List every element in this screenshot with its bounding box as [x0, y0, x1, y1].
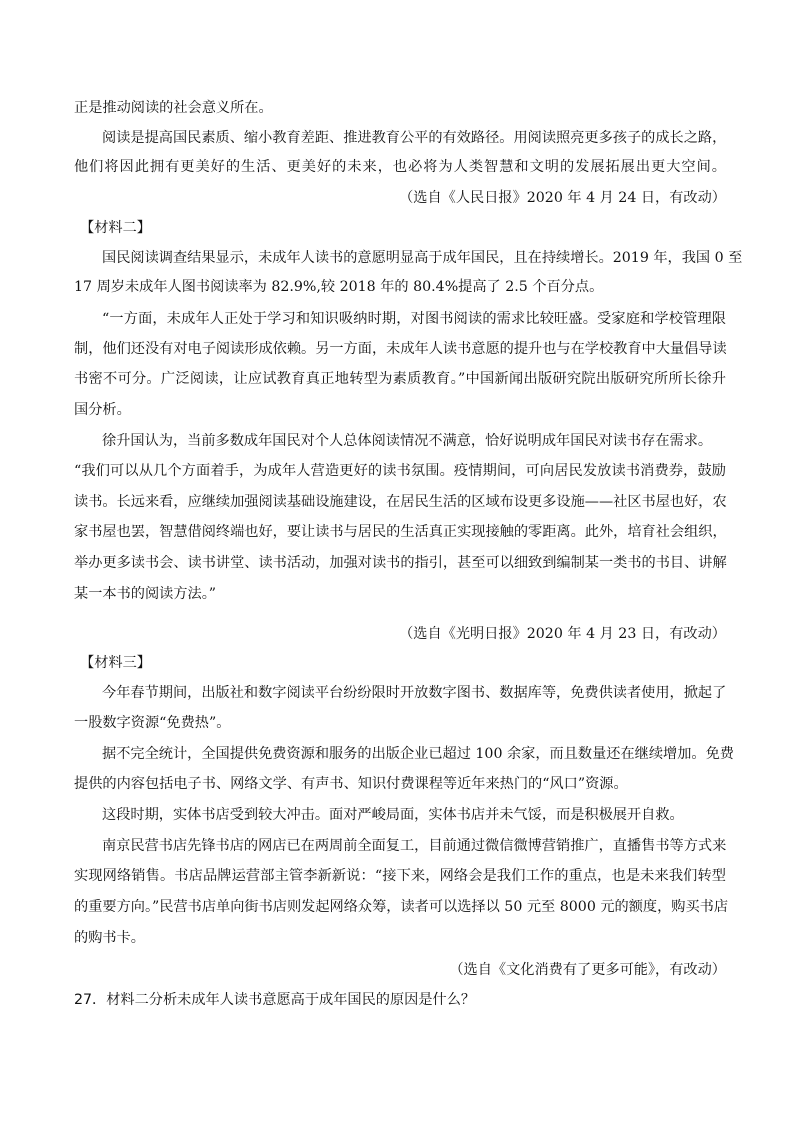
material2-paragraph-line: 17 周岁未成年人图书阅读率为 82.9%,较 2018 年的 80.4%提高了 2.5 个百分点。: [74, 279, 604, 295]
material2-paragraph-line: 徐升国认为，当前多数成年国民对个人总体阅读情况不满意，恰好说明成年国民对读书存在需求。: [102, 433, 713, 449]
question-27: 27．材料二分析未成年人读书意愿高于成年国民的原因是什么？: [74, 992, 476, 1008]
material2-paragraph-line: “一方面，未成年人正处于学习和知识吸纳时期，对图书阅读的需求比较旺盛。受家庭和学校管理限: [102, 311, 726, 327]
material1-source: （选自《人民日报》2020 年 4 月 24 日，有改动）: [399, 190, 726, 206]
material1-paragraph-line: 他们将因此拥有更美好的生活、更美好的未来，也必将为人类智慧和文明的发展拓展出更大空间。: [74, 159, 726, 175]
material2-paragraph-line: 家书屋也罢，智慧借阅终端也好，要让读书与居民的生活真正实现接触的零距离。此外，培育社会组织，: [74, 524, 727, 540]
material2-source: （选自《光明日报》2020 年 4 月 23 日，有改动）: [399, 626, 726, 642]
material3-paragraph-line: 据不完全统计，全国提供免费资源和服务的出版企业已超过 100 余家，而且数量还在继续增加。免费: [102, 746, 734, 762]
material3-paragraph-line: 的购书卡。: [74, 930, 145, 946]
material3-paragraph-line: 实现网络销售。书店品牌运营部主管李新新说：“接下来，网络会是我们工作的重点，也是未来我们转型: [74, 868, 726, 884]
material2-heading: 【材料二】: [80, 220, 151, 236]
material3-paragraph-line: 一股数字资源“免费热”。: [74, 715, 231, 731]
material1-tail: 正是推动阅读的社会意义所在。: [74, 100, 273, 116]
material3-paragraph-line: 今年春节期间，出版社和数字阅读平台纷纷限时开放数字图书、数据库等，免费供读者使用，掀起了: [102, 685, 727, 701]
material3-paragraph-line: 这段时期，实体书店受到较大冲击。面对严峻局面，实体书店并未气馁，而是积极展开自救。: [102, 807, 684, 823]
material3-source: （选自《文化消费有了更多可能》，有改动）: [449, 962, 726, 978]
material2-paragraph-line: 制，他们还没有对电子阅读形成依赖。另一方面，未成年人读书意愿的提升也与在学校教育中大量倡导读: [74, 341, 727, 357]
material2-paragraph-line: 某一本书的阅读方法。”: [74, 586, 217, 602]
material3-heading: 【材料三】: [80, 655, 151, 671]
material2-paragraph-line: 书密不可分。广泛阅读，让应试教育真正地转型为素质教育。”中国新闻出版研究院出版研究所所长徐升: [74, 371, 726, 387]
material2-paragraph-line: 读书。长远来看，应继续加强阅读基础设施建设，在居民生活的区域布设更多设施——社区书屋也好，农: [74, 494, 727, 510]
material2-paragraph-line: “我们可以从几个方面着手，为成年人营造更好的读书氛围。疫情期间，可向居民发放读书消费券，鼓励: [74, 463, 726, 479]
material2-paragraph-line: 举办更多读书会、读书讲堂、读书活动，加强对读书的指引，甚至可以细致到编制某一类书的书目、讲解: [74, 555, 727, 571]
material3-paragraph-line: 南京民营书店先锋书店的网店已在两周前全面复工，目前通过微信微博营销推广，直播售书等方式来: [102, 838, 727, 854]
material2-paragraph-line: 国分析。: [74, 402, 131, 418]
material1-paragraph-line: 阅读是提高国民素质、缩小教育差距、推进教育公平的有效路径。用阅读照亮更多孩子的成长之路，: [102, 130, 727, 146]
material3-paragraph-line: 提供的内容包括电子书、网络文学、有声书、知识付费课程等近年来热门的“风口”资源。: [74, 776, 628, 792]
material2-paragraph-line: 国民阅读调查结果显示，未成年人读书的意愿明显高于成年国民，且在持续增长。2019 年，我国 0 至: [102, 250, 743, 266]
material3-paragraph-line: 的重要方向。”民营书店单向街书店则发起网络众筹，读者可以选择以 50 元至 8000 元的额度，购买书店: [74, 899, 729, 915]
